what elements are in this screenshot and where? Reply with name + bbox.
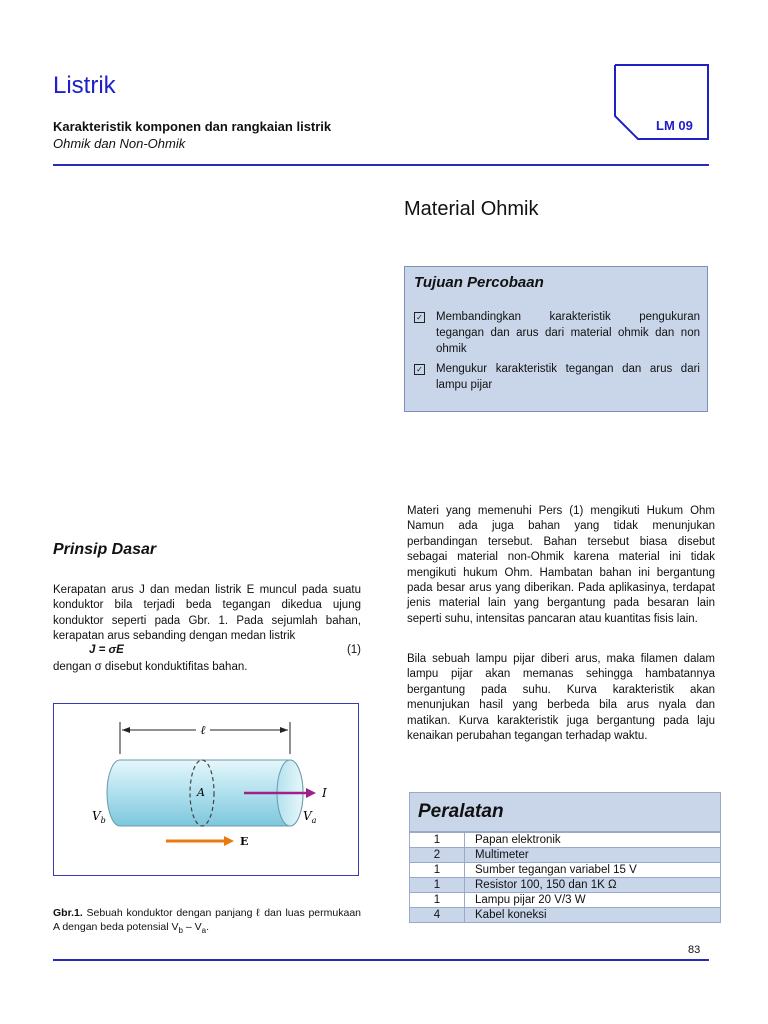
module-badge-label: LM 09 [656, 118, 693, 133]
prinsip-after-equation: dengan σ disebut konduktifitas bahan. [53, 661, 248, 673]
label-current: I [322, 786, 327, 800]
peralatan-section [409, 792, 721, 923]
page-number: 83 [688, 944, 701, 956]
conductor-diagram [54, 704, 358, 875]
label-length: ℓ [200, 723, 206, 737]
checkbox-checked-icon: ✓ [414, 312, 425, 323]
table-row: 1 Papan elektronik [410, 833, 721, 848]
chapter-subtitle: Karakteristik komponen dan rangkaian listrik [53, 119, 332, 134]
table-row: 1 Lampu pijar 20 V/3 W [410, 893, 721, 908]
materi-paragraph: Materi yang memenuhi Pers (1) mengikuti Hukum Ohm Namun ada juga bahan yang tidak menunjukan perbandingan tersebut. Bahan tersebut biasa disebut sebagai material non-Ohmik karena material ini tidak mengikuti hukum Ohm. Hambatan bahan ini bergantung pada besar arus yang diberikan. Pada aplikasinya, terdapat jenis material lain yang bergantung pada besaran lain seperti suhu, intensitas pancaran atau kuantitas fisis lain. [407, 505, 715, 625]
label-vb: $V_b$ [92, 809, 106, 825]
lampu-paragraph: Bila sebuah lampu pijar diberi arus, maka filamen dalam lampu pijar akan memanas sehingga hambatannya bergantung pada suhu. Kurva karakteristik akan menunjukan hasil yang berbeda bila arus nyala dan matikan. Kurva karakteristik juga bergantung pada laju kenaikan perubahan tegangan terhadap waktu. [407, 653, 715, 743]
footer-divider [53, 959, 709, 961]
label-field: E [240, 835, 249, 848]
table-row: 4 Kabel koneksi [410, 908, 721, 923]
equation-number: (1) [346, 644, 361, 656]
tujuan-item [414, 361, 700, 393]
peralatan-heading: Peralatan [409, 792, 721, 832]
table-row: 1 Sumber tegangan variabel 15 V [410, 863, 721, 878]
tujuan-item-text: Mengukur karakteristik tegangan dan arus dari lampu pijar [436, 363, 700, 391]
table-row: 1 Resistor 100, 150 dan 1K Ω [410, 878, 721, 893]
header-divider [53, 164, 709, 166]
chapter-subtitle-italic: Ohmik dan Non-Ohmik [53, 136, 186, 151]
tujuan-item-text: Membandingkan karakteristik pengukuran tegangan dan arus dari material ohmik dan non ohmik [436, 311, 700, 355]
figure-conductor [53, 703, 359, 876]
prinsip-paragraph: Kerapatan arus J dan medan listrik E muncul pada suatu konduktor bila terjadi beda tegangan dikedua ujung konduktor seperti pada Gbr. 1. Pada sejumlah bahan, kerapatan arus sebanding dengan medan listrik [53, 584, 361, 643]
tujuan-heading: Tujuan Percobaan [414, 274, 544, 291]
checkbox-checked-icon: ✓ [414, 364, 425, 375]
section-heading-material-ohmik: Material Ohmik [404, 198, 539, 220]
table-row: 2 Multimeter [410, 848, 721, 863]
tujuan-item [414, 309, 700, 357]
prinsip-dasar-heading: Prinsip Dasar [53, 541, 157, 558]
figure-caption: Gbr.1. Sebuah konduktor dengan panjang ℓ dan luas permukaan A dengan beda potensial $V_b - V_a$. [53, 907, 361, 936]
equation-row [53, 644, 361, 660]
peralatan-table [409, 832, 721, 923]
equation: J = σE [89, 644, 124, 656]
caption-label: Gbr.1. [53, 907, 83, 919]
page-title: Listrik [53, 72, 116, 99]
label-area: A [197, 786, 205, 799]
label-va: $V_a$ [303, 809, 317, 825]
